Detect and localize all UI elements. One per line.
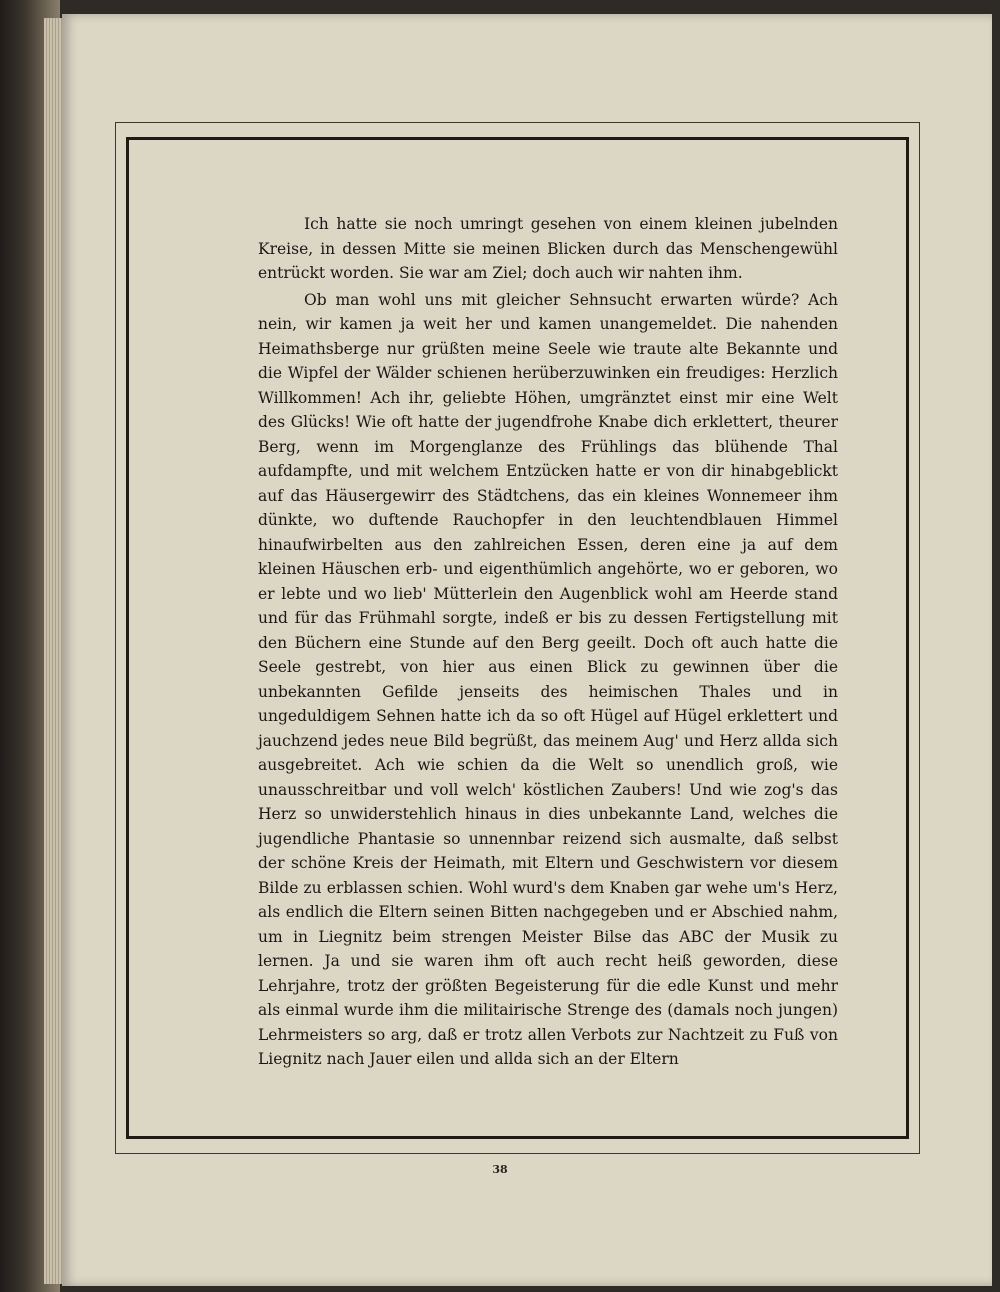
paragraph-2: Ob man wohl uns mit gleicher Sehnsucht erwarten würde? Ach nein, wir kamen ja weit her und kamen unangemeldet. Die nahenden Heimathsberge nur grüßten meine Seele wie traute alte Bekannte und die Wipfel der Wälder schienen herüberzuwinken ein freudiges: Herzlich Willkommen! Ach ihr, geliebte Höhen, umgränztet einst mir eine Welt des Glücks! Wie oft hatte der jugendfrohe Knabe dich erklettert, theurer Berg, wenn im Morgenglanze des Frühlings das blühende Thal aufdampfte, und mit welchem Entzücken hatte er von dir hinabgeblickt auf das Häusergewirr des Städtchens, das ein kleines Wonnemeer ihm dünkte, wo duftende Rauchopfer in den leuchtendblauen Himmel hinaufwirbelten aus den zahlreichen Essen, deren eine ja auf dem kleinen Häuschen erb- und eigenthümlich angehörte, wo er geboren, wo er lebte und wo lieb' Mütterlein den Augenblick wohl am Heerde stand und für das Frühmahl sorgte, indeß er bis zu dessen Fertigstellung mit den Büchern eine Stunde auf den Berg geeilt. Doch oft auch hatte die Seele gestrebt, von hier aus einen Blick zu gewinnen über die unbekannten Gefilde jenseits des heimischen Thales und in ungeduldigem Sehnen hatte ich da so oft Hügel auf Hügel erklettert und jauchzend jedes neue Bild begrüßt, das meinem Aug' und Herz allda sich ausgebreitet. Ach wie schien da die Welt so unendlich groß, wie unausschreitbar und voll welch' köstlichen Zaubers! Und wie zog's das Herz so unwiderstehlich hinaus in dies unbekannte Land, welches die jugendliche Phantasie so unnennbar reizend sich ausmalte, daß selbst der schöne Kreis der Heimath, mit Eltern und Geschwistern vor diesem Bilde zu erblassen schien. Wohl wurd's dem Knaben gar wehe um's Herz, als endlich die Eltern seinen Bitten nachgegeben und er Abschied nahm, um in Liegnitz beim strengen Meister Bilse das ABC der Musik zu lernen. Ja und sie waren ihm oft auch recht heiß geworden, diese Lehrjahre, trotz der größten Begeisterung für die edle Kunst und mehr als einmal wurde ihm die militairische Strenge des (damals noch jungen) Lehrmeisters so arg, daß er trotz allen Verbots zur Nachtzeit zu Fuß von Liegnitz nach Jauer eilen und allda sich an der Eltern — [258, 290, 838, 1068]
paragraph-1: Ich hatte sie noch umringt gesehen von einem kleinen jubelnden Kreise, in dessen Mitte sie meinen Blicken durch das Menschengewühl entrückt worden. Sie war am Ziel; doch auch wir nahten ihm. — [258, 215, 838, 282]
page-number: 38 — [492, 1163, 508, 1176]
body-text — [258, 212, 838, 1072]
